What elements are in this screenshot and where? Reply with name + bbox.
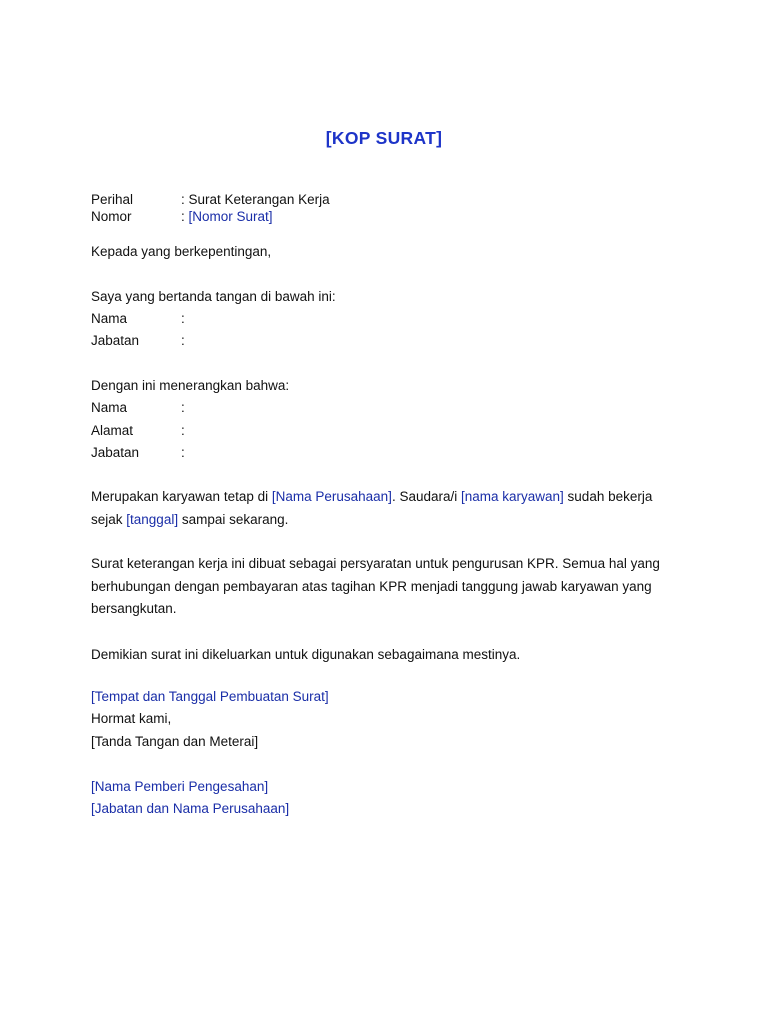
employee-nama-colon: :: [181, 400, 185, 415]
employee-alamat-label: Alamat: [91, 423, 134, 438]
signer-jabatan-colon: :: [181, 333, 185, 348]
signature-placeholder: [Tanda Tangan dan Meterai]: [91, 734, 259, 749]
purpose-paragraph: Surat keterangan kerja ini dibuat sebagai persyaratan untuk pengurusan KPR. Semua hal yang berhubungan dengan pembayaran atas tagihan KPR menjadi tanggung jawab karyawan yang bersangkutan.: [91, 556, 660, 616]
signer-nama-colon: :: [181, 311, 185, 326]
nomor-value: [Nomor Surat]: [188, 209, 273, 224]
place-date-placeholder: [Tempat dan Tanggal Pembuatan Surat]: [91, 689, 329, 704]
letterhead-placeholder: [KOP SURAT]: [325, 128, 443, 148]
nomor-label: Nomor: [91, 209, 132, 224]
salutation: Kepada yang berkepentingan,: [91, 244, 272, 259]
employee-nama-label: Nama: [91, 400, 128, 415]
signer-intro: Saya yang bertanda tangan di bawah ini:: [91, 289, 336, 304]
signer-jabatan-label: Jabatan: [91, 333, 140, 348]
para1-text-2: . Saudara/i: [391, 489, 461, 504]
para1-text-4: sampai sekarang.: [178, 511, 289, 527]
signer-nama-label: Nama: [91, 311, 128, 326]
para1-text-3: sudah bekerja sejak: [91, 489, 653, 527]
para1-text-1: Merupakan karyawan tetap di: [91, 489, 272, 504]
company-placeholder: [Nama Perusahaan]: [271, 489, 392, 504]
perihal-value: : Surat Keterangan Kerja: [181, 192, 330, 207]
regards: Hormat kami,: [91, 711, 172, 726]
employee-name-placeholder: [nama karyawan]: [460, 489, 564, 504]
nomor-row: [181, 209, 273, 224]
approver-name-placeholder: [Nama Pemberi Pengesahan]: [91, 779, 269, 794]
employee-intro: Dengan ini menerangkan bahwa:: [91, 378, 290, 393]
employee-alamat-colon: :: [181, 423, 185, 438]
employment-paragraph: [91, 486, 681, 531]
employee-jabatan-colon: :: [181, 445, 185, 460]
perihal-label: Perihal: [91, 192, 134, 207]
nomor-colon: :: [181, 209, 189, 224]
closing-statement: Demikian surat ini dikeluarkan untuk digunakan sebagaimana mestinya.: [91, 647, 521, 662]
employee-jabatan-label: Jabatan: [91, 445, 140, 460]
approver-title-placeholder: [Jabatan dan Nama Perusahaan]: [91, 801, 290, 816]
date-placeholder: [tanggal]: [126, 511, 179, 527]
